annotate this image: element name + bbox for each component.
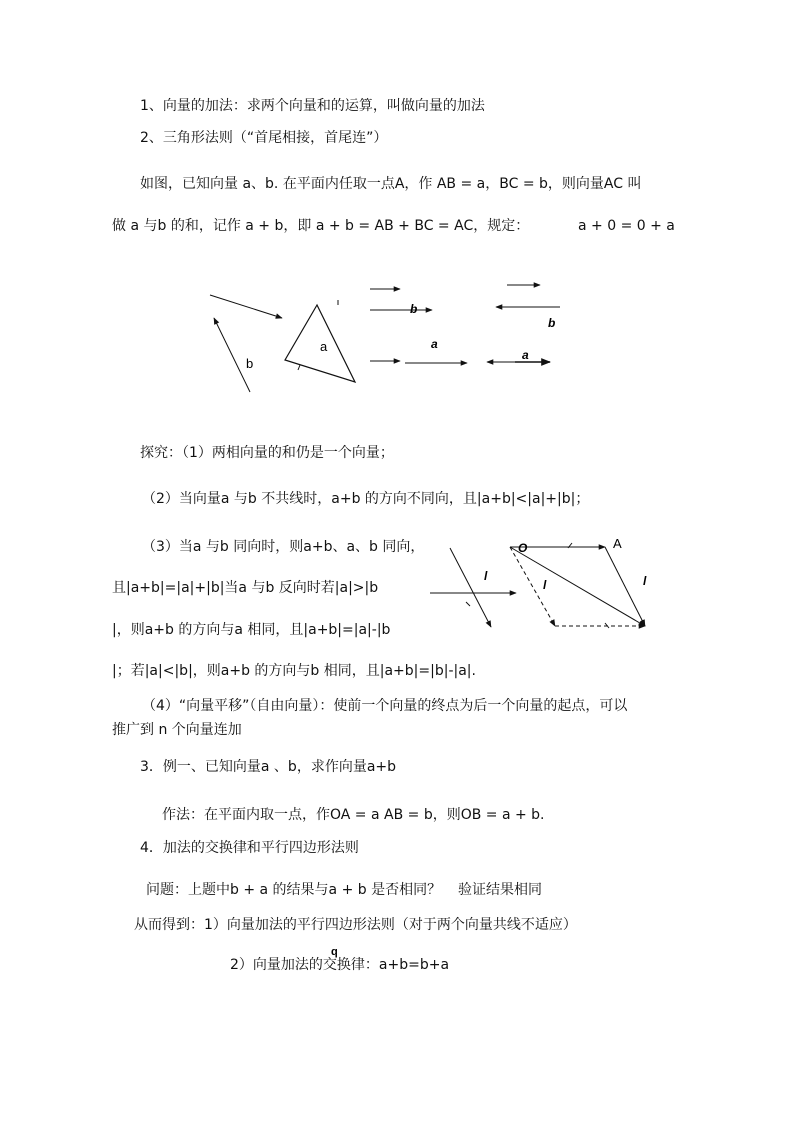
label-l1: l [484, 569, 488, 583]
example-one: 3．例一、已知向量a 、b，求作向量a+b [140, 759, 397, 775]
explore-4-cont: 推广到 n 个向量连加 [112, 722, 242, 738]
explore-3-cont: |，则a+b 的方向与a 相同，且|a+b|=|a|-|b [112, 622, 391, 638]
heading-vector-addition: 1、向量的加法：求两个向量和的运算，叫做向量的加法 [140, 98, 485, 114]
explore-3-cont: 且|a+b|=|a|+|b|当a 与b 反向时若|a|>|b [112, 580, 379, 596]
figure-parallelogram [430, 543, 645, 628]
vector-a-arrow [210, 295, 282, 318]
label-l3: l [643, 574, 647, 588]
explore-3: （3）当a 与b 同向时，则a+b、a、b 同向， [142, 539, 425, 555]
explore-4: （4）“向量平移”（自由向量）：使前一个向量的终点为后一个向量的起点，可以 [142, 698, 628, 714]
paragraph-line: 做 a 与b 的和，记作 a + b，即 a + b = AB + BC = AC，规定： [112, 218, 530, 234]
heading-commutative: 4．加法的交换律和平行四边形法则 [140, 840, 359, 856]
verify-result: 验证结果相同 [458, 882, 542, 898]
label-a-triangle: a [320, 339, 328, 354]
label-A: A [613, 536, 622, 551]
conclusion-line: 从而得到：1）向量加法的平行四边形法则（对于两个向量共线不适应） [134, 917, 577, 933]
commutative-law: 2）向量加法的交换律：a+b=b+a [230, 957, 450, 973]
explore-3-cont: |；若|a|<|b|，则a+b 的方向与b 相同，且|a+b|=|b|-|a|. [112, 663, 476, 679]
explore-2: （2）当向量a 与b 不共线时，a+b 的方向不同向，且|a+b|<|a|+|b|； [142, 491, 590, 507]
label-a-opposite: a [522, 348, 529, 362]
label-b-opposite: b [548, 316, 556, 330]
label-b-pair: b [410, 302, 418, 316]
heading-triangle-rule: 2、三角形法则（“首尾相接，首尾连”） [140, 130, 388, 146]
vector-b-arrow [214, 318, 250, 392]
label-q: q [331, 946, 338, 958]
paragraph-line: 如图，已知向量 a、b. 在平面内任取一点A，作 AB = a，BC = b，则向量AC 叫 [140, 176, 642, 192]
label-l2: l [543, 578, 547, 592]
label-a-pair: a [431, 337, 438, 351]
explore-1: 探究：（1）两相向量的和仍是一个向量； [140, 445, 394, 461]
rule-zero-vector: a + 0 = 0 + a [578, 218, 675, 234]
question-line: 问题：上题中b + a 的结果与a + b 是否相同？ [146, 882, 442, 898]
label-O: O [518, 541, 528, 555]
label-b-left: b [246, 356, 254, 371]
construction-method: 作法：在平面内取一点，作OA = a AB = b，则OB = a + b. [162, 807, 545, 823]
